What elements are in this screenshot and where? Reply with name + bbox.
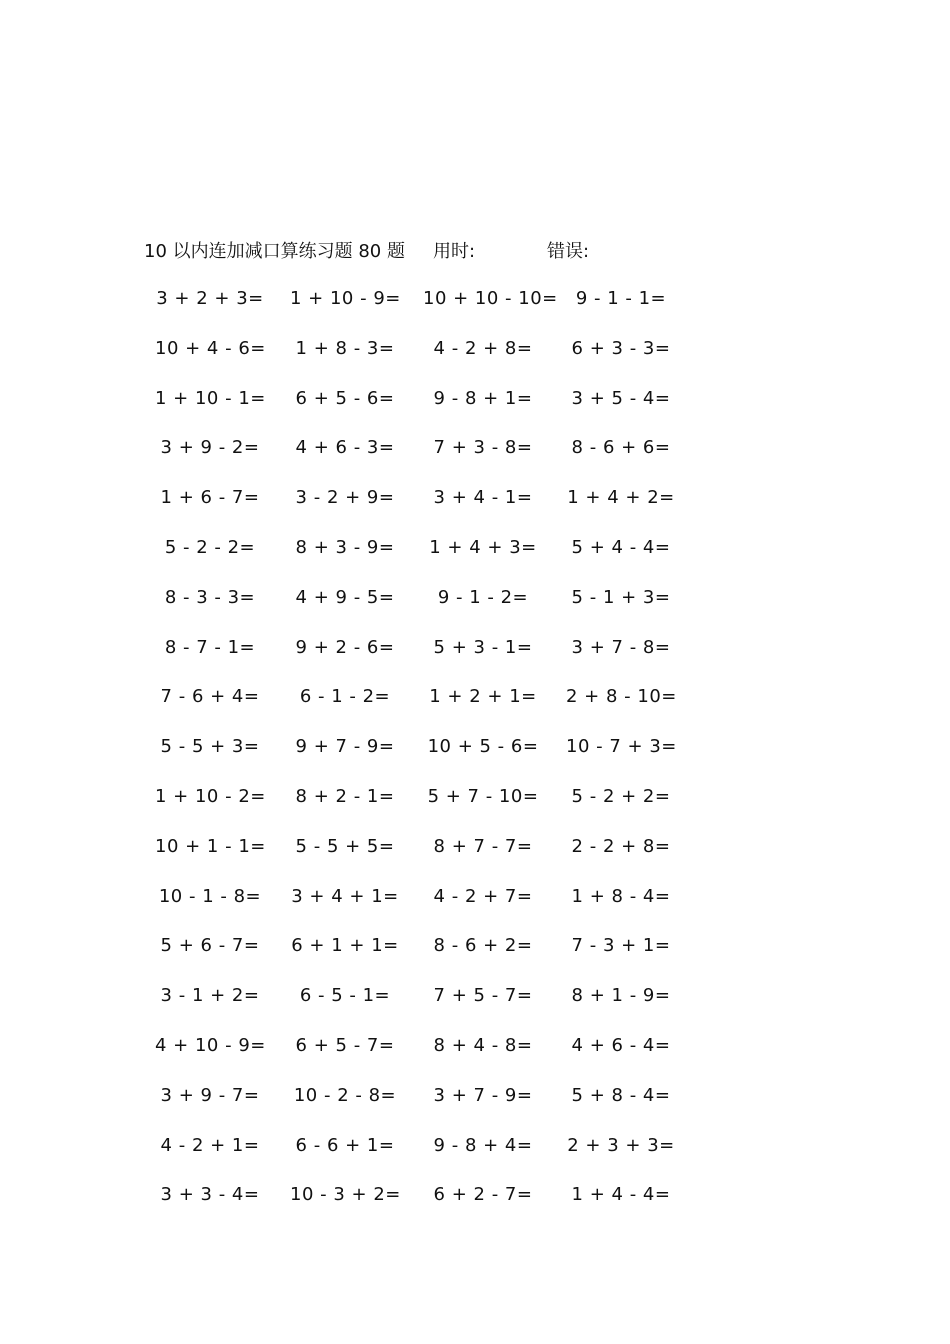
problem-item: 9 + 7 - 9= bbox=[295, 736, 395, 758]
problem-row bbox=[0, 485, 950, 535]
problem-item: 1 + 4 + 3= bbox=[429, 536, 537, 558]
problem-item: 6 - 1 - 2= bbox=[299, 686, 391, 708]
problem-item: 6 + 2 - 7= bbox=[433, 1184, 533, 1206]
problem-row bbox=[0, 933, 950, 983]
problem-item: 8 + 2 - 1= bbox=[295, 785, 395, 807]
problem-item: 9 - 8 + 1= bbox=[433, 387, 533, 409]
problem-item: 4 + 10 - 9= bbox=[155, 1034, 266, 1056]
problem-row bbox=[0, 585, 950, 635]
problem-item: 3 + 9 - 7= bbox=[160, 1084, 260, 1106]
problem-row bbox=[0, 1083, 950, 1133]
problem-row bbox=[0, 1133, 950, 1183]
problem-row bbox=[0, 884, 950, 934]
problem-item: 10 - 7 + 3= bbox=[566, 736, 677, 758]
problem-item: 4 + 9 - 5= bbox=[295, 586, 395, 608]
error-label: 错误: bbox=[547, 241, 590, 262]
problem-item: 6 - 5 - 1= bbox=[299, 985, 391, 1007]
problem-item: 8 + 1 - 9= bbox=[571, 985, 671, 1007]
problem-item: 3 + 9 - 2= bbox=[160, 437, 260, 459]
problem-item: 8 - 3 - 3= bbox=[164, 586, 256, 608]
problem-item: 5 + 7 - 10= bbox=[427, 785, 539, 807]
problem-item: 10 + 5 - 6= bbox=[427, 736, 539, 758]
problem-item: 6 - 6 + 1= bbox=[295, 1134, 395, 1156]
problem-item: 4 + 6 - 3= bbox=[295, 437, 395, 459]
problem-item: 1 + 4 - 4= bbox=[571, 1184, 671, 1206]
problem-item: 3 + 7 - 8= bbox=[571, 636, 671, 658]
problem-item: 8 + 3 - 9= bbox=[295, 536, 395, 558]
time-label: 用时: bbox=[433, 241, 476, 262]
problem-item: 10 - 3 + 2= bbox=[290, 1184, 401, 1206]
problem-row bbox=[0, 435, 950, 485]
problem-item: 10 - 2 - 8= bbox=[293, 1084, 397, 1106]
problem-row bbox=[0, 734, 950, 784]
problem-row bbox=[0, 535, 950, 585]
problem-item: 7 + 3 - 8= bbox=[433, 437, 533, 459]
problem-item: 2 + 3 + 3= bbox=[567, 1134, 675, 1156]
problem-item: 9 + 2 - 6= bbox=[295, 636, 395, 658]
problem-item: 5 - 1 + 3= bbox=[571, 586, 671, 608]
problem-row bbox=[0, 635, 950, 685]
problem-row bbox=[0, 1182, 950, 1232]
problem-item: 3 + 3 - 4= bbox=[160, 1184, 260, 1206]
problem-item: 3 - 1 + 2= bbox=[160, 985, 260, 1007]
problem-item: 6 + 5 - 7= bbox=[295, 1034, 395, 1056]
problem-item: 1 + 8 - 3= bbox=[295, 337, 395, 359]
problem-item: 3 - 2 + 9= bbox=[295, 487, 395, 509]
problem-item: 10 + 10 - 10= bbox=[423, 288, 558, 309]
problem-item: 5 - 2 - 2= bbox=[164, 536, 256, 558]
problem-item: 1 + 8 - 4= bbox=[571, 885, 671, 907]
problem-item: 6 + 5 - 6= bbox=[295, 387, 395, 409]
problem-item: 7 - 6 + 4= bbox=[160, 686, 260, 708]
problem-item: 2 - 2 + 8= bbox=[571, 835, 671, 857]
problem-item: 1 + 4 + 2= bbox=[567, 487, 675, 509]
problem-item: 8 + 4 - 8= bbox=[433, 1034, 533, 1056]
problem-item: 4 - 2 + 7= bbox=[433, 885, 533, 907]
problem-item: 8 - 6 + 2= bbox=[433, 935, 533, 957]
problem-item: 10 - 1 - 8= bbox=[158, 885, 262, 907]
problem-item: 4 + 6 - 4= bbox=[571, 1034, 671, 1056]
problem-item: 3 + 4 + 1= bbox=[291, 885, 399, 907]
problem-item: 5 - 5 + 5= bbox=[295, 835, 395, 857]
problem-item: 3 + 2 + 3= bbox=[156, 288, 264, 309]
problem-item: 1 + 6 - 7= bbox=[160, 487, 260, 509]
problem-item: 5 + 6 - 7= bbox=[160, 935, 260, 957]
problem-item: 6 + 3 - 3= bbox=[571, 337, 671, 359]
problem-row bbox=[0, 1033, 950, 1083]
problem-item: 6 + 1 + 1= bbox=[291, 935, 399, 957]
problem-row bbox=[0, 834, 950, 884]
problem-row bbox=[0, 784, 950, 834]
problem-item: 5 - 5 + 3= bbox=[160, 736, 260, 758]
problem-item: 9 - 8 + 4= bbox=[433, 1134, 533, 1156]
problem-item: 10 + 4 - 6= bbox=[155, 337, 266, 359]
problem-item: 1 + 10 - 2= bbox=[155, 785, 266, 807]
problem-item: 5 + 8 - 4= bbox=[571, 1084, 671, 1106]
problem-item: 10 + 1 - 1= bbox=[155, 835, 266, 857]
problem-item: 7 - 3 + 1= bbox=[571, 935, 671, 957]
problem-row bbox=[0, 286, 950, 336]
problem-item: 5 + 3 - 1= bbox=[433, 636, 533, 658]
problem-item: 8 - 6 + 6= bbox=[571, 437, 671, 459]
problem-item: 1 + 2 + 1= bbox=[429, 686, 537, 708]
problem-item: 5 + 4 - 4= bbox=[571, 536, 671, 558]
problem-item: 5 - 2 + 2= bbox=[571, 785, 671, 807]
problem-item: 2 + 8 - 10= bbox=[566, 686, 677, 708]
problem-item: 8 + 7 - 7= bbox=[433, 835, 533, 857]
problem-row bbox=[0, 983, 950, 1033]
problem-item: 4 - 2 + 1= bbox=[160, 1134, 260, 1156]
problem-item: 1 + 10 - 1= bbox=[155, 387, 266, 409]
problem-item: 3 + 5 - 4= bbox=[571, 387, 671, 409]
problem-item: 8 - 7 - 1= bbox=[164, 636, 256, 658]
problem-item: 3 + 7 - 9= bbox=[433, 1084, 533, 1106]
problem-item: 9 - 1 - 2= bbox=[437, 586, 529, 608]
problem-row bbox=[0, 386, 950, 436]
problem-item: 1 + 10 - 9= bbox=[290, 288, 401, 309]
problem-item: 3 + 4 - 1= bbox=[433, 487, 533, 509]
problem-grid bbox=[0, 286, 950, 1232]
worksheet-title: 10 以内连加减口算练习题 80 题 bbox=[144, 241, 405, 262]
problem-row bbox=[0, 336, 950, 386]
problem-row bbox=[0, 684, 950, 734]
problem-item: 4 - 2 + 8= bbox=[433, 337, 533, 359]
problem-item: 7 + 5 - 7= bbox=[433, 985, 533, 1007]
problem-item: 9 - 1 - 1= bbox=[575, 288, 667, 309]
